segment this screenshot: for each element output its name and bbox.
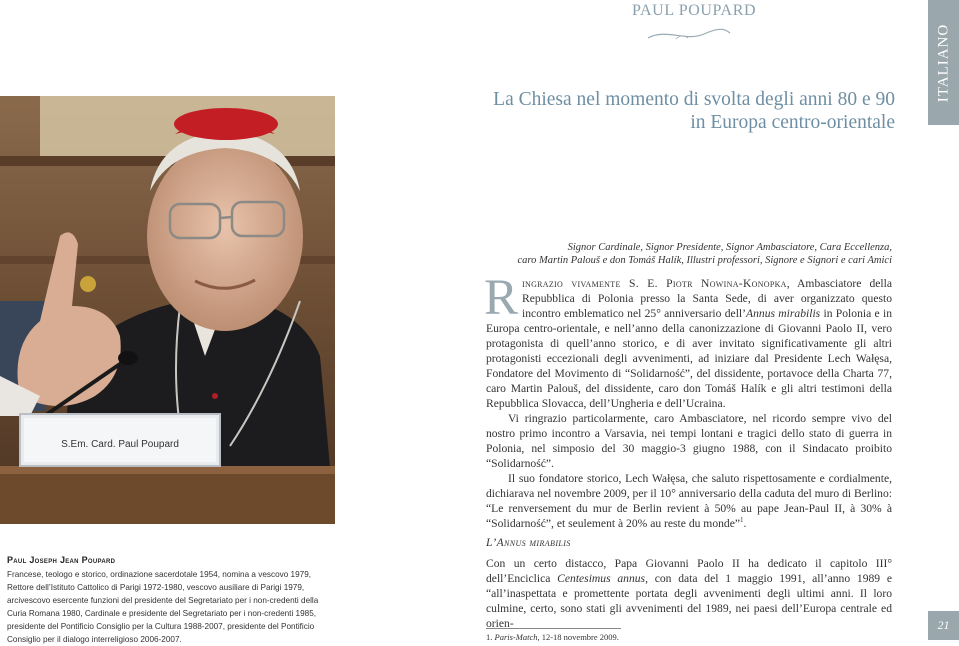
portrait-photo [0, 96, 335, 524]
footnote-source: Paris-Match [494, 632, 538, 642]
nameplate-text: S.Em. Card. Paul Poupard [61, 439, 179, 450]
ornament-flourish-icon [646, 26, 732, 44]
section-text-b: , con data del 1 maggio 1991, all’anno 1989 e “all’inaspettata e promettente portata degli avvenimenti degli ultimi anni. Il loro culmine, certo, sono stati gli avvenimenti del 1989, nei paesi dell’Europa centrale ed orien- [486, 572, 892, 630]
salutation [470, 241, 892, 267]
footnote-number: 1. [486, 632, 495, 642]
title-line-1: La Chiesa nel momento di svolta degli anni 80 e 90 [493, 89, 895, 110]
paragraph-1-emphasis: Annus mirabilis [746, 307, 821, 320]
footnote [486, 632, 786, 642]
drop-cap: R [484, 270, 519, 326]
lead-small-caps: ingrazio vivamente S. E. Piotr Nowina-Konopka [522, 277, 787, 290]
language-label: ITALIANO [935, 23, 951, 102]
paragraph-1-text-b: in Polonia e in Europa centro-orientale, e nell’anno della canonizzazione di Giovanni Paolo II, vero protagonista di quell’anno storico, e di aver invitato significativamente gli altri protagonisti eccezionali degli avvenimenti, ad iniziare dal Presidente Lech Wałęsa, Fondatore del Movimento di “Solidarność”, del dissidente, portavoce della Charta 77, caro Martin Palouš, del dissidente, caro don Tomáš Halík e gli altri testimoni della Repubblica Slovacca, dell’Ungheria e dell’Ucraina. [486, 307, 893, 410]
paragraph-1-text-a: , Ambasciatore della Repubblica di Polonia presso la Santa Sede, di aver organizzato questo incontro emblematico nel 25° anniversario dell’ [522, 277, 892, 320]
section-text-a: Con un certo distacco, Papa Giovanni Paolo II ha dedicato il capitolo III° dell’Enciclica [486, 557, 892, 585]
paragraph-1 [484, 270, 893, 411]
salutation-line-2: caro Martin Palouš e don Tomáš Halík, Illustri professori, Signore e Signori e cari Amici [517, 255, 892, 266]
paragraph-3-text: Il suo fondatore storico, Lech Wałęsa, che saluto rispettosamente e cordialmente, dichiarava nel novembre 2009, per il 10° anniversario della caduta del muro di Berlino: “Le renversement du mur de Berlin revient à 50% au pape Jean-Paul II, à 30% à “Solidarność”, et seulement à 20% au reste du monde” [486, 472, 892, 530]
bio-name: Paul Joseph Jean Poupard [7, 555, 116, 565]
title-line-2: in Europa centro-orientale [690, 112, 895, 133]
body-text [484, 270, 893, 531]
paragraph-3-end: . [743, 517, 747, 530]
section-text-emphasis: Centesimus annus [557, 572, 646, 585]
paragraph-3 [486, 471, 892, 531]
section-heading-prefix: L’ [486, 537, 497, 549]
author-name: PAUL POUPARD [632, 2, 757, 19]
page-number: 21 [928, 611, 959, 640]
footnote-detail: , 12-18 novembre 2009. [537, 632, 619, 642]
section-text [486, 556, 892, 631]
section-heading-main: Annus mirabilis [496, 537, 571, 549]
portrait-illustration [0, 96, 335, 524]
article-title [440, 88, 895, 134]
paragraph-2: Vi ringrazio particolarmente, caro Ambasciatore, nel ricordo sempre vivo del nostro primo incontro a Varsavia, nei tempi lontani e tragici dello stato di guerra in Polonia, nel simposio del 30 maggio-3 giugno 1988, con il Sindacato proibito “Solidarność”. [486, 412, 892, 470]
footnote-divider [486, 628, 621, 629]
language-tab [928, 0, 959, 125]
footnote-ref: 1 [740, 516, 744, 525]
section-heading [486, 537, 786, 549]
salutation-line-1: Signor Cardinale, Signor Presidente, Signor Ambasciatore, Cara Eccellenza, [567, 242, 892, 253]
bio-text: Francese, teologo e storico, ordinazione sacerdotale 1954, nomina a vescovo 1979, Rettore dell’Istituto Cattolico di Parigi 1972-1980, vescovo ausiliare di Parigi 1979, arcivescovo esercente funzioni del presidente del Segretariato per i non-credenti della Curia Romana 1980, Cardinale e presidente del Segretariato per i non-credenti 1985, presidente del Pontificio Consiglio per la Cultura 1988-2007, presidente del Pontificio Consiglio per il dialogo interreligioso 2006-2007. [7, 570, 319, 644]
